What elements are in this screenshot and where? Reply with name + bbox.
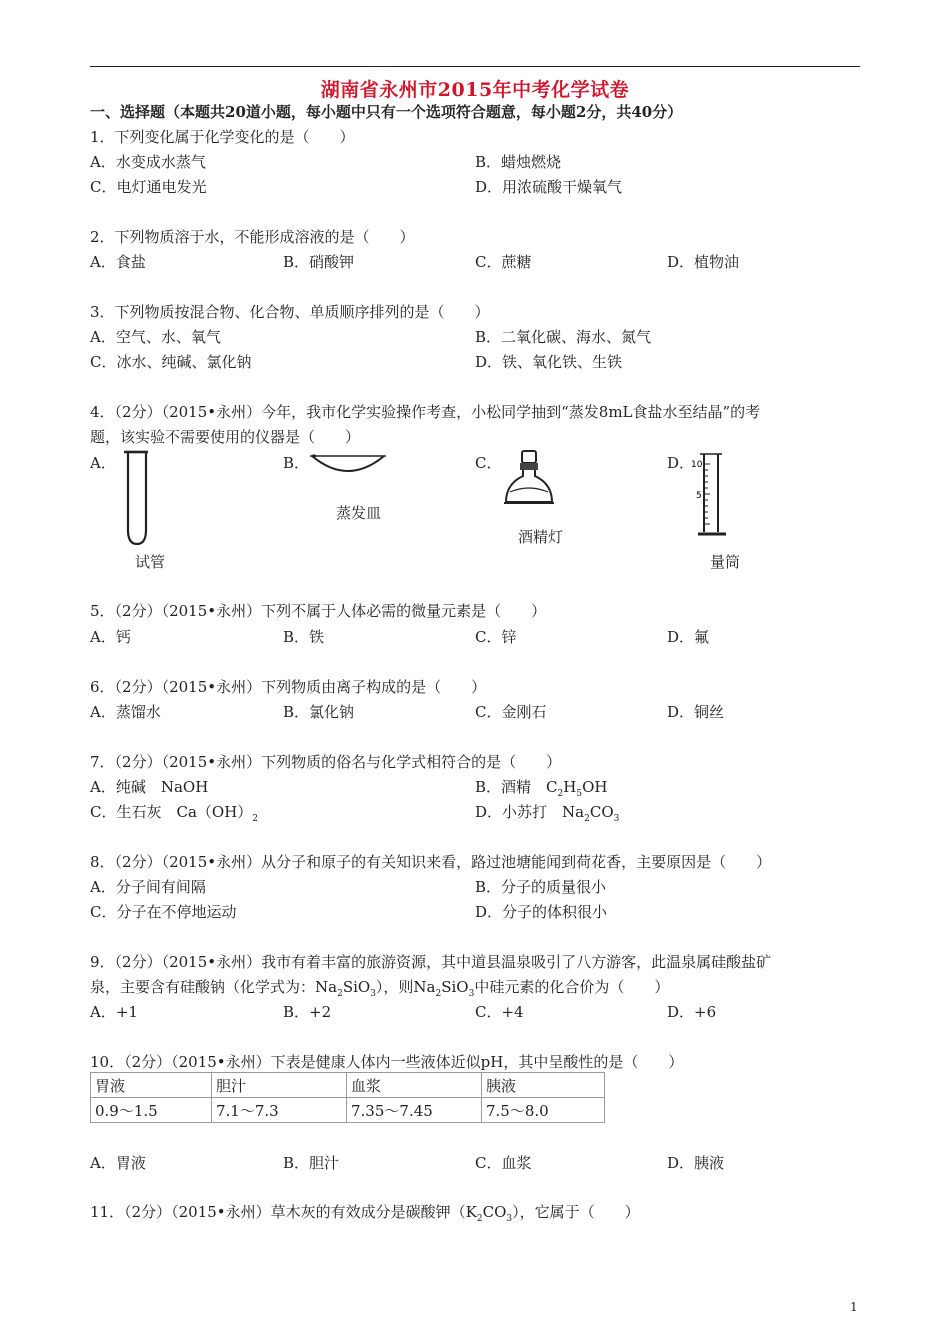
q1-stem: 1．下列变化属于化学变化的是（ ） <box>90 128 355 146</box>
page-title: 湖南省永州市2015年中考化学试卷 <box>320 79 630 101</box>
q2-option-c: C．蔗糖 <box>475 253 532 271</box>
q6-option-b: B．氯化钠 <box>283 703 355 721</box>
q1-option-c: C．电灯通电发光 <box>90 178 207 196</box>
q10-stem: 10．（2分）（2015•永州）下表是健康人体内一些液体近似pH，其中呈酸性的是（ ） <box>90 1053 684 1071</box>
q4-option-c: C． <box>475 454 502 472</box>
q9-stem-line2: 泉，主要含有硅酸钠（化学式为：$Na_2SiO_3$），则$Na_2SiO_3$中硅元素的化合价为（ ） <box>90 978 670 999</box>
table-row <box>91 1098 605 1123</box>
q4-caption-a: 试管 <box>135 553 166 571</box>
q8-stem: 8．（2分）（2015•永州）从分子和原子的有关知识来看，路过池塘能闻到荷花香，主要原因是（ ） <box>90 853 772 871</box>
q10-option-b: B．胆汁 <box>283 1154 340 1172</box>
q1-option-b: B．蜡烛燃烧 <box>475 153 562 171</box>
q5-stem: 5．（2分）（2015•永州）下列不属于人体必需的微量元素是（ ） <box>90 602 547 620</box>
q7-option-a: A．纯碱 NaOH <box>90 778 209 796</box>
q4-stem-line2: 题，该实验不需要使用的仪器是（ ） <box>90 428 361 446</box>
q9-option-b: B．+2 <box>283 1003 332 1021</box>
q6-option-d: D．铜丝 <box>667 703 725 721</box>
table-row <box>91 1073 605 1098</box>
q10-option-d: D．胰液 <box>667 1154 725 1172</box>
q2-option-b: B．硝酸钾 <box>283 253 355 271</box>
q4-caption-d: 量筒 <box>710 553 741 571</box>
q3-option-c: C．冰水、纯碱、氯化钠 <box>90 353 252 371</box>
table-header-cell: 胰液 <box>482 1073 605 1098</box>
table-header-cell: 胃液 <box>91 1073 212 1098</box>
q9-option-d: D．+6 <box>667 1003 717 1021</box>
page-number: 1 <box>850 1300 858 1314</box>
ph-table <box>90 1072 605 1123</box>
q8-option-a: A．分子间有间隔 <box>90 878 206 896</box>
q4-stem-line1: 4．（2分）（2015•永州）今年，我市化学实验操作考查，小松同学抽到“蒸发8mL食盐水至结晶”的考 <box>90 403 761 421</box>
cylinder-tick-10: 10 <box>691 460 703 470</box>
q9-stem-line1: 9．（2分）（2015•永州）我市有着丰富的旅游资源，其中道县温泉吸引了八方游客，此温泉属硅酸盐矿 <box>90 953 772 971</box>
q11-stem: 11．（2分）（2015•永州）草木灰的有效成分是碳酸钾$(K_2CO_3)$，它属于（ ） <box>90 1203 640 1224</box>
q9-option-c: C．+4 <box>475 1003 524 1021</box>
top-rule <box>90 66 860 67</box>
q1-option-a: A．水变成水蒸气 <box>90 153 206 171</box>
q3-option-d: D．铁、氧化铁、生铁 <box>475 353 623 371</box>
q5-option-b: B．铁 <box>283 628 325 646</box>
q3-option-a: A．空气、水、氧气 <box>90 328 221 346</box>
q1-option-d: D．用浓硫酸干燥氧气 <box>475 178 623 196</box>
q4-caption-c: 酒精灯 <box>518 528 564 546</box>
q6-stem: 6．（2分）（2015•永州）下列物质由离子构成的是（ ） <box>90 678 487 696</box>
q8-option-d: D．分子的体积很小 <box>475 903 608 921</box>
cylinder-tick-5: 5 <box>696 491 702 501</box>
q6-option-c: C．金刚石 <box>475 703 547 721</box>
q9-option-a: A．+1 <box>90 1003 138 1021</box>
section-heading: 一、选择题（本题共20道小题，每小题中只有一个选项符合题意，每小题2分，共40分） <box>90 103 683 121</box>
q7-option-d: D．小苏打 $Na_2CO_3$ <box>475 803 620 824</box>
q10-option-c: C．血浆 <box>475 1154 532 1172</box>
evaporating-dish-icon <box>308 450 388 480</box>
table-header-cell: 胆汁 <box>212 1073 347 1098</box>
table-cell: 7.1～7.3 <box>212 1098 347 1123</box>
q2-option-a: A．食盐 <box>90 253 146 271</box>
q3-stem: 3．下列物质按混合物、化合物、单质顺序排列的是（ ） <box>90 303 490 321</box>
q4-option-a: A． <box>90 454 116 472</box>
q7-stem: 7．（2分）（2015•永州）下列物质的俗名与化学式相符合的是（ ） <box>90 753 562 771</box>
q4-option-d: D． <box>667 454 695 472</box>
table-cell: 0.9～1.5 <box>91 1098 212 1123</box>
q3-option-b: B．二氧化碳、海水、氮气 <box>475 328 652 346</box>
measuring-cylinder-icon <box>690 448 740 548</box>
q6-option-a: A．蒸馏水 <box>90 703 161 721</box>
table-cell: 7.5～8.0 <box>482 1098 605 1123</box>
test-tube-icon <box>118 448 158 548</box>
q8-option-c: C．分子在不停地运动 <box>90 903 237 921</box>
q5-option-a: A．钙 <box>90 628 131 646</box>
q4-caption-b: 蒸发皿 <box>336 504 382 522</box>
q8-option-b: B．分子的质量很小 <box>475 878 607 896</box>
q7-option-b: B．酒精 $C_2H_5OH$ <box>475 778 608 799</box>
alcohol-lamp-icon <box>500 448 560 518</box>
q4-option-b: B． <box>283 454 310 472</box>
q10-option-a: A．胃液 <box>90 1154 146 1172</box>
q2-stem: 2．下列物质溶于水，不能形成溶液的是（ ） <box>90 228 415 246</box>
table-header-cell: 血浆 <box>347 1073 482 1098</box>
table-cell: 7.35～7.45 <box>347 1098 482 1123</box>
q5-option-d: D．氟 <box>667 628 710 646</box>
q7-option-c: C．生石灰 $Ca(OH)_2$ <box>90 803 259 824</box>
q5-option-c: C．锌 <box>475 628 517 646</box>
q2-option-d: D．植物油 <box>667 253 740 271</box>
